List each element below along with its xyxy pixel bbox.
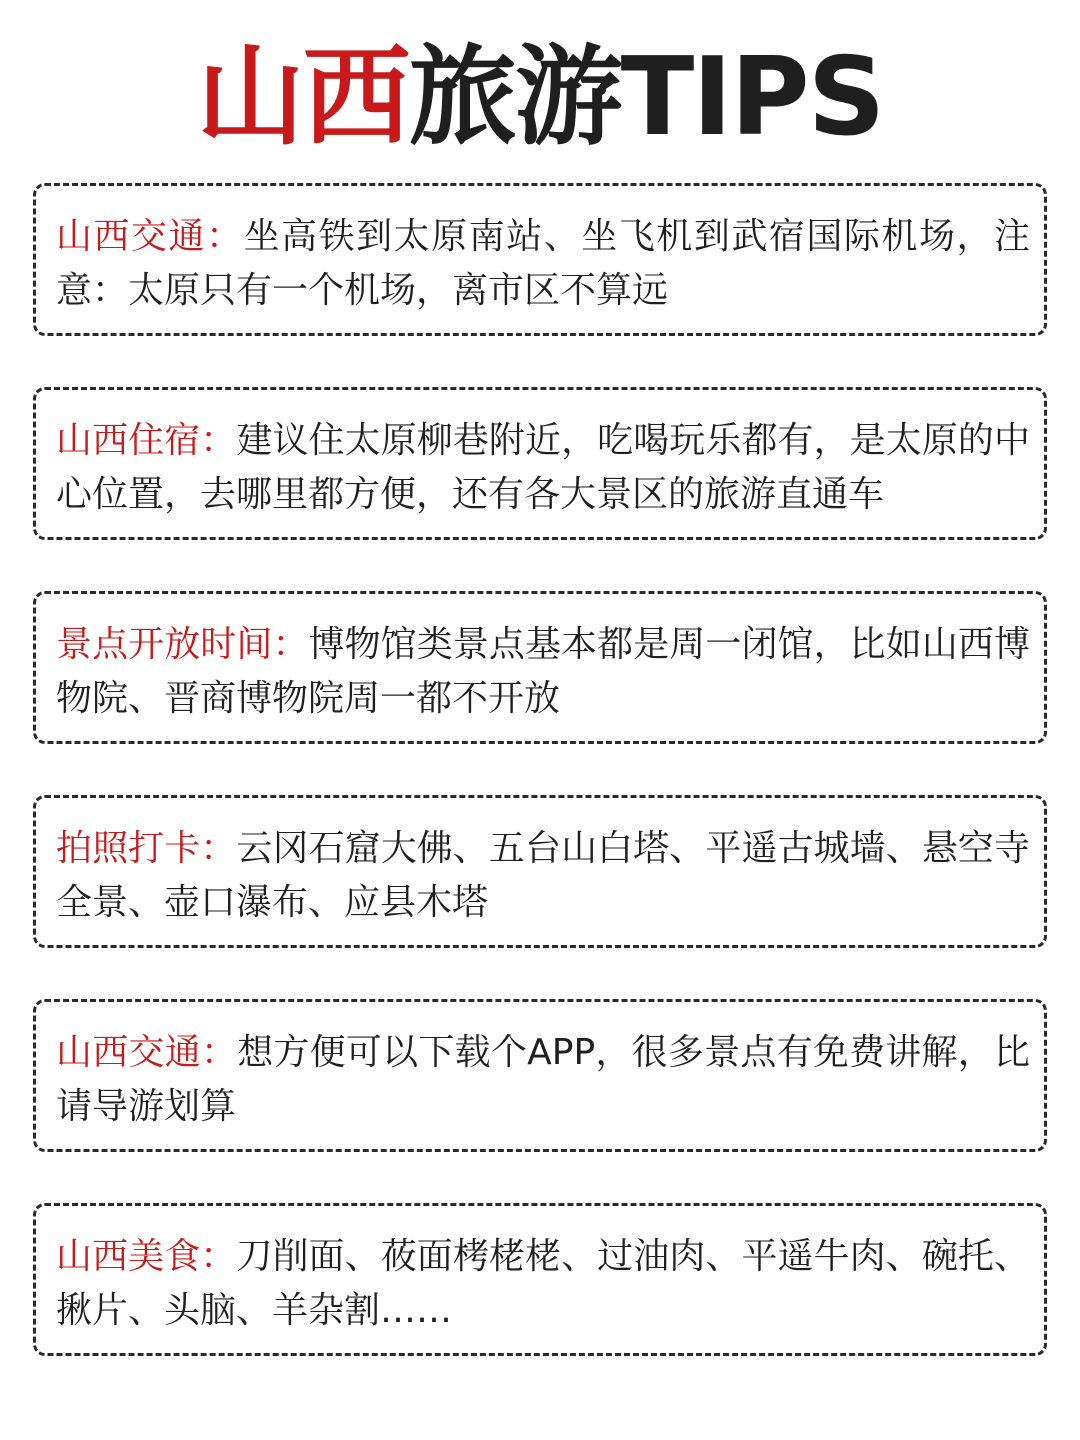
tip-card-opening-hours bbox=[33, 591, 1047, 744]
tip-card-photo-spots bbox=[33, 795, 1047, 948]
tip-body bbox=[56, 210, 1030, 318]
tip-text: 坐高铁到太原南站、坐飞机到武宿国际机场，注意：太原只有一个机场，离市区不算远 bbox=[56, 216, 1030, 311]
tip-label: 山西住宿： bbox=[56, 420, 237, 461]
title-region: 山西 bbox=[196, 35, 409, 160]
tip-body bbox=[56, 414, 1030, 522]
tip-text: 云冈石窟大佛、五台山白塔、平遥古城墙、悬空寺全景、壶口瀑布、应县木塔 bbox=[56, 828, 1030, 923]
tip-text: 博物馆类景点基本都是周一闭馆，比如山西博物院、晋商博物院周一都不开放 bbox=[56, 624, 1030, 719]
tip-label: 山西交通： bbox=[56, 1032, 238, 1073]
tip-text: 想方便可以下载个APP，很多景点有免费讲解，比请导游划算 bbox=[56, 1032, 1030, 1127]
tip-label: 山西美食： bbox=[56, 1236, 237, 1277]
tip-body bbox=[56, 822, 1030, 930]
tip-text: 刀削面、莜面栲栳栳、过油肉、平遥牛肉、碗托、揪片、头脑、羊杂割…… bbox=[56, 1236, 1030, 1331]
tip-card-food bbox=[33, 1203, 1047, 1356]
tip-card-lodging bbox=[33, 387, 1047, 540]
tip-label: 景点开放时间： bbox=[56, 624, 309, 665]
tip-body bbox=[56, 618, 1030, 726]
tip-text: 建议住太原柳巷附近，吃喝玩乐都有，是太原的中心位置，去哪里都方便，还有各大景区的旅游直通车 bbox=[56, 420, 1030, 515]
title-topic: 旅游TIPS bbox=[408, 35, 884, 160]
tip-card-transport bbox=[33, 183, 1047, 336]
page-title bbox=[0, 35, 1080, 160]
tips-list bbox=[33, 183, 1047, 1407]
tip-body bbox=[56, 1230, 1030, 1338]
tip-label: 拍照打卡： bbox=[56, 828, 237, 869]
tip-card-app-guide bbox=[33, 999, 1047, 1152]
tip-body bbox=[56, 1026, 1030, 1134]
tip-label: 山西交通： bbox=[56, 216, 244, 257]
